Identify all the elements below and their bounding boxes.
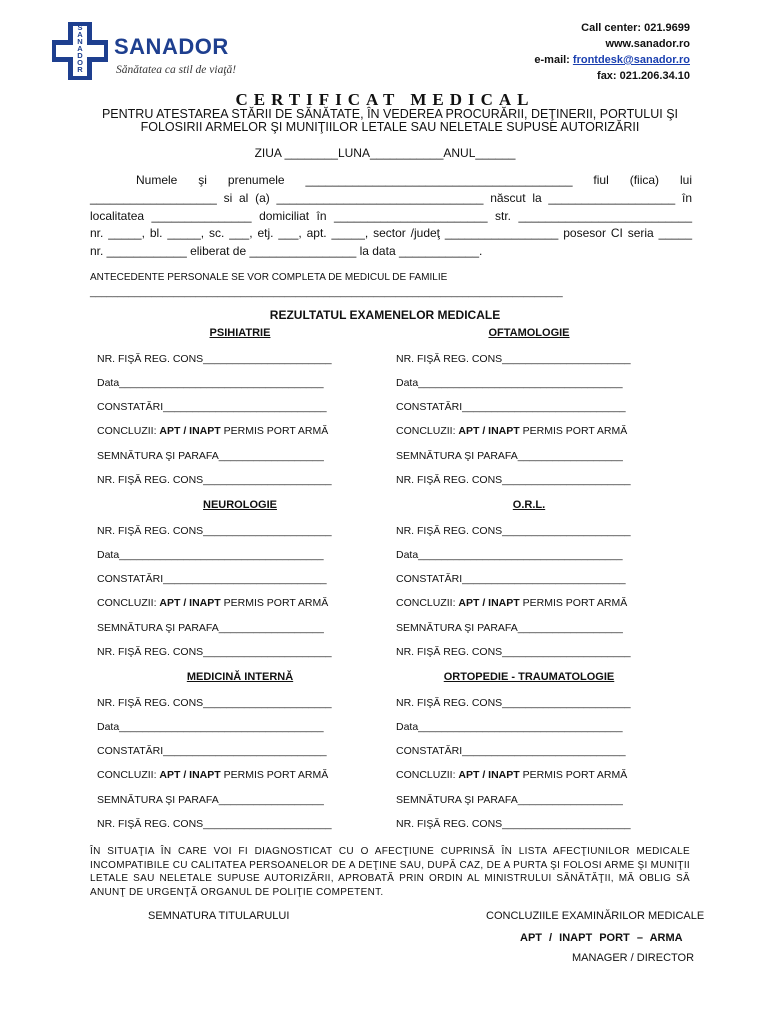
section-heading: OFTAMOLOGIE bbox=[488, 327, 570, 339]
signature-row[interactable]: SEMNĂTURA ŞI PARAFA__________________ bbox=[97, 794, 324, 806]
identity-line-5: nr. ____________ eliberat de ________________ la data ____________. bbox=[90, 244, 483, 259]
permit-label: PERMIS PORT ARMĂ bbox=[220, 597, 329, 609]
identity-line-3: localitatea _______________ domiciliat în _______________________ str. __________________________ bbox=[90, 208, 692, 223]
section-heading: NEUROLOGIE bbox=[203, 499, 277, 511]
conclusions-label: CONCLUZII: bbox=[396, 425, 459, 437]
conclusions-row[interactable] bbox=[396, 597, 627, 609]
conclusions-row[interactable] bbox=[396, 425, 627, 437]
date-row[interactable]: Data___________________________________ bbox=[396, 377, 623, 389]
email-link[interactable]: frontdesk@sanador.ro bbox=[572, 54, 690, 66]
nr-fisa-row-2[interactable]: NR. FIŞĂ REG. CONS______________________ bbox=[97, 646, 332, 658]
conclusions-label: CONCLUZII: bbox=[97, 425, 160, 437]
date-row[interactable]: Data___________________________________ bbox=[396, 549, 623, 561]
signature-row[interactable]: SEMNĂTURA ŞI PARAFA__________________ bbox=[97, 622, 324, 634]
identity-paragraph bbox=[90, 172, 692, 261]
results-title: REZULTATUL EXAMENELOR MEDICALE bbox=[269, 308, 501, 322]
findings-row[interactable]: CONSTATĂRI____________________________ bbox=[97, 573, 327, 585]
conclusions-label: CONCLUZII: bbox=[97, 769, 160, 781]
identity-line-4: nr. _____, bl. _____, sc. ___, etj. ___, apt. _____, sector /judeţ _________________ posesor CI seria _____ bbox=[90, 226, 692, 241]
permit-label: PERMIS PORT ARMĂ bbox=[519, 425, 628, 437]
conclusions-row[interactable] bbox=[396, 769, 627, 781]
brand-tagline: Sănătatea ca stil de viaţă! bbox=[116, 64, 237, 76]
manager-director-label: MANAGER / DIRECTOR bbox=[572, 952, 695, 964]
nr-fisa-row-2[interactable]: NR. FIŞĂ REG. CONS______________________ bbox=[396, 474, 631, 486]
findings-row[interactable]: CONSTATĂRI____________________________ bbox=[396, 745, 626, 757]
signature-row[interactable]: SEMNĂTURA ŞI PARAFA__________________ bbox=[396, 794, 623, 806]
conclusions-row[interactable] bbox=[97, 769, 328, 781]
conclusions-row[interactable] bbox=[97, 425, 328, 437]
apt-inapt-options[interactable]: APT / INAPT bbox=[458, 597, 520, 609]
apt-inapt-line: APT / INAPT PORT – ARMA bbox=[520, 932, 683, 944]
document-subtitle: PENTRU ATESTAREA STĂRII DE SĂNĂTATE, ÎN VEDEREA PROCURĂRII, DEŢINERII, PORTULUI ŞI FOLOSIRII ARMELOR ŞI MUNIŢIILOR LETALE SAU NELETALE SUPUSE AUTORIZĂRII bbox=[101, 107, 679, 134]
apt-inapt-options[interactable]: APT / INAPT bbox=[159, 597, 221, 609]
nr-fisa-row[interactable]: NR. FIŞĂ REG. CONS______________________ bbox=[396, 697, 631, 709]
antecedents-line: _____________________________________________________________________________________ bbox=[90, 287, 563, 298]
antecedents-label: ANTECEDENTE PERSONALE SE VOR COMPLETA DE MEDICUL DE FAMILIE bbox=[90, 272, 448, 283]
call-center: Call center: 021.9699 bbox=[581, 22, 690, 34]
permit-label: PERMIS PORT ARMĂ bbox=[519, 597, 628, 609]
date-row[interactable]: Data___________________________________ bbox=[396, 721, 623, 733]
conclusions-title: CONCLUZIILE EXAMINĂRILOR MEDICALE bbox=[486, 910, 705, 922]
signature-row[interactable]: SEMNĂTURA ŞI PARAFA__________________ bbox=[396, 450, 623, 462]
nr-fisa-row[interactable]: NR. FIŞĂ REG. CONS______________________ bbox=[97, 353, 332, 365]
date-row[interactable]: Data___________________________________ bbox=[97, 549, 324, 561]
conclusions-label: CONCLUZII: bbox=[396, 769, 459, 781]
findings-row[interactable]: CONSTATĂRI____________________________ bbox=[396, 401, 626, 413]
document-title: CERTIFICAT MEDICAL bbox=[235, 90, 535, 109]
nr-fisa-row-2[interactable]: NR. FIŞĂ REG. CONS______________________ bbox=[396, 818, 631, 830]
findings-row[interactable]: CONSTATĂRI____________________________ bbox=[97, 401, 327, 413]
apt-inapt-options[interactable]: APT / INAPT bbox=[159, 769, 221, 781]
nr-fisa-row[interactable]: NR. FIŞĂ REG. CONS______________________ bbox=[396, 525, 631, 537]
permit-label: PERMIS PORT ARMĂ bbox=[220, 769, 329, 781]
nr-fisa-row[interactable]: NR. FIŞĂ REG. CONS______________________ bbox=[97, 525, 332, 537]
apt-inapt-options[interactable]: APT / INAPT bbox=[159, 425, 221, 437]
nr-fisa-row-2[interactable]: NR. FIŞĂ REG. CONS______________________ bbox=[97, 818, 332, 830]
conclusions-label: CONCLUZII: bbox=[97, 597, 160, 609]
findings-row[interactable]: CONSTATĂRI____________________________ bbox=[97, 745, 327, 757]
nr-fisa-row-2[interactable]: NR. FIŞĂ REG. CONS______________________ bbox=[97, 474, 332, 486]
website: www.sanador.ro bbox=[605, 38, 690, 50]
holder-signature-label: SEMNATURA TITULARULUI bbox=[148, 910, 290, 922]
notice-paragraph: ÎN SITUAŢIA ÎN CARE VOI FI DIAGNOSTICAT CU O AFECŢIUNE CUPRINSĂ ÎN LISTA AFECŢIUNILOR MEDICALE INCOMPATIBILE CU CALITATEA PERSOANELOR DE A DEŢINE SAU, DUPĂ CAZ, DE A PURTA ŞI FOLOSI ARME ŞI MUNIŢII LETALE SAU NELETALE SUPUSE AUTORIZĂRII, APROBATĂ PRIN ORDIN AL MINISTRULUI SĂNĂTĂŢII, MĂ OBLIG SĂ ANUNŢ DE URGENŢĂ ORGANUL DE POLIŢIE COMPETENT. bbox=[90, 846, 690, 898]
nr-fisa-row[interactable]: NR. FIŞĂ REG. CONS______________________ bbox=[97, 697, 332, 709]
conclusions-row[interactable] bbox=[97, 597, 328, 609]
nr-fisa-row-2[interactable]: NR. FIŞĂ REG. CONS______________________ bbox=[396, 646, 631, 658]
brand-name: SANADOR bbox=[114, 34, 229, 59]
permit-label: PERMIS PORT ARMĂ bbox=[519, 769, 628, 781]
identity-line-2: ___________________ si al (a) _______________________________ născut la ___________________ în bbox=[90, 190, 692, 205]
signature-row[interactable]: SEMNĂTURA ŞI PARAFA__________________ bbox=[396, 622, 623, 634]
signature-row[interactable]: SEMNĂTURA ŞI PARAFA__________________ bbox=[97, 450, 324, 462]
findings-row[interactable]: CONSTATĂRI____________________________ bbox=[396, 573, 626, 585]
date-line: ZIUA ________LUNA___________ANUL______ bbox=[254, 146, 516, 160]
section-heading: ORTOPEDIE - TRAUMATOLOGIE bbox=[443, 671, 615, 683]
permit-label: PERMIS PORT ARMĂ bbox=[220, 425, 329, 437]
fax: fax: 021.206.34.10 bbox=[597, 70, 690, 82]
date-row[interactable]: Data___________________________________ bbox=[97, 721, 324, 733]
contact-block bbox=[534, 20, 690, 84]
email-line: e-mail: frontdesk@sanador.ro bbox=[534, 54, 690, 66]
sanador-logo bbox=[50, 20, 250, 82]
apt-inapt-options[interactable]: APT / INAPT bbox=[458, 425, 520, 437]
brand-vertical: S A N A D O R bbox=[77, 23, 83, 74]
section-heading: PSIHIATRIE bbox=[209, 327, 271, 339]
section-heading: MEDICINĂ INTERNĂ bbox=[186, 671, 294, 683]
nr-fisa-row[interactable]: NR. FIŞĂ REG. CONS______________________ bbox=[396, 353, 631, 365]
conclusions-label: CONCLUZII: bbox=[396, 597, 459, 609]
apt-inapt-options[interactable]: APT / INAPT bbox=[458, 769, 520, 781]
section-heading: O.R.L. bbox=[512, 499, 546, 511]
antecedents bbox=[90, 270, 690, 300]
date-row[interactable]: Data___________________________________ bbox=[97, 377, 324, 389]
identity-line-1: Numele şi prenumele ________________________________________ fiul (fiica) lui bbox=[136, 173, 692, 187]
